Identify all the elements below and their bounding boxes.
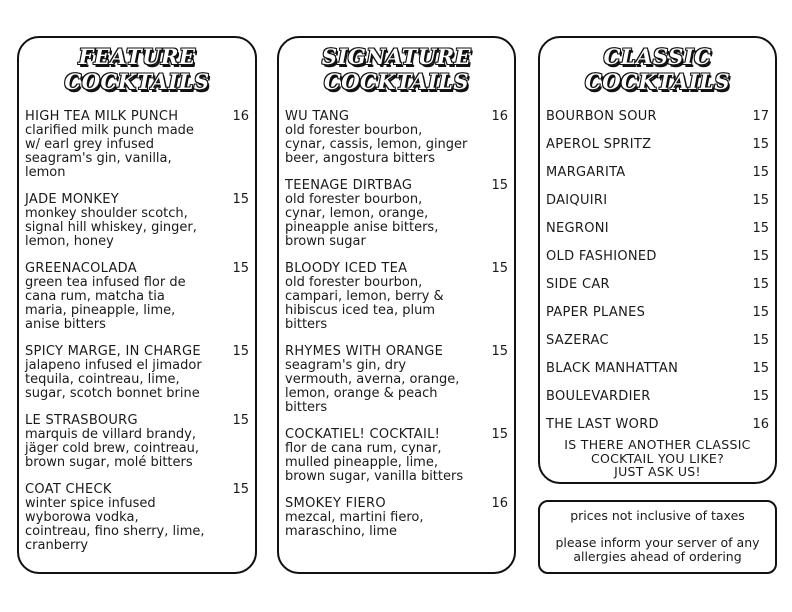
item-name: SIDE CAR — [546, 277, 610, 292]
allergy-note — [540, 536, 775, 564]
signature-cocktails-title — [279, 44, 514, 94]
note-line: COCKTAIL YOU LIKE? — [590, 450, 725, 466]
desc-line: clarified milk punch made — [25, 123, 194, 138]
menu-item — [285, 179, 508, 249]
menu-item — [546, 222, 769, 250]
desc-line: maria, pineapple, lime, — [25, 303, 176, 318]
menu-item — [285, 110, 508, 166]
desc-line: winter spice infused — [25, 496, 156, 511]
desc-line: tequila, cointreau, lime, — [25, 372, 180, 387]
desc-line: old forester bourbon, — [285, 123, 423, 138]
item-name: APEROL SPRITZ — [546, 137, 652, 152]
desc-line: beer, angostura bitters — [285, 151, 435, 166]
item-name: BLOODY ICED TEA — [285, 261, 408, 276]
item-price: 16 — [491, 496, 508, 511]
item-price: 15 — [491, 178, 508, 193]
desc-line: maraschino, lime — [285, 524, 398, 539]
desc-line: lemon — [25, 165, 66, 180]
item-name: SAZERAC — [546, 333, 609, 348]
item-price: 15 — [752, 137, 769, 152]
item-price: 15 — [752, 249, 769, 264]
item-price: 15 — [752, 165, 769, 180]
item-price: 15 — [752, 221, 769, 236]
desc-line: flor de cana rum, cynar, — [285, 441, 442, 456]
item-description — [25, 124, 249, 180]
desc-line: pineapple anise bitters, — [285, 220, 439, 235]
title-line-2: COCKTAILS — [64, 69, 210, 94]
desc-line: brown sugar — [285, 234, 366, 249]
item-price: 15 — [232, 482, 249, 497]
ask-us-note — [544, 438, 771, 479]
desc-line: lemon, orange & peach — [285, 386, 438, 401]
item-name: RHYMES WITH ORANGE — [285, 344, 444, 359]
desc-line: old forester bourbon, — [285, 192, 423, 207]
item-price: 15 — [752, 193, 769, 208]
item-name: PAPER PLANES — [546, 305, 646, 320]
menu-item — [25, 483, 249, 553]
item-name: SPICY MARGE, IN CHARGE — [25, 344, 201, 359]
menu-item — [25, 262, 249, 332]
item-price: 15 — [752, 361, 769, 376]
item-name: TEENAGE DIRTBAG — [285, 178, 413, 193]
desc-line: mulled pineapple, lime, — [285, 455, 438, 470]
item-price: 15 — [232, 261, 249, 276]
menu-item — [285, 497, 508, 539]
item-price: 16 — [752, 417, 769, 432]
item-name: COCKATIEL! COCKTAIL! — [285, 427, 441, 442]
classic-cocktails-title — [540, 44, 775, 94]
desc-line: marquis de villard brandy, — [25, 427, 197, 442]
item-name: THE LAST WORD — [546, 417, 659, 432]
title-line-2: COCKTAILS — [324, 69, 469, 94]
item-price: 15 — [232, 192, 249, 207]
item-name: COAT CHECK — [25, 482, 112, 497]
item-price: 15 — [232, 344, 249, 359]
menu-item — [546, 194, 769, 222]
item-description — [285, 193, 508, 249]
item-name: JADE MONKEY — [25, 192, 120, 207]
item-description — [25, 497, 249, 553]
item-price: 15 — [752, 389, 769, 404]
desc-line: jäger cold brew, cointreau, — [25, 441, 200, 456]
note-line: IS THERE ANOTHER CLASSIC — [564, 437, 751, 452]
item-name: MARGARITA — [546, 165, 626, 180]
item-description — [25, 359, 249, 401]
item-description — [25, 207, 249, 249]
desc-line: mezcal, martini fiero, — [285, 510, 424, 525]
item-price: 15 — [491, 427, 508, 442]
desc-line: anise bitters — [25, 317, 106, 332]
item-name: BOULEVARDIER — [546, 389, 651, 404]
item-description — [285, 442, 508, 484]
menu-item — [546, 250, 769, 278]
feature-cocktails-title — [19, 44, 255, 94]
title-line-2: COCKTAILS — [585, 69, 730, 94]
menu-item — [546, 334, 769, 362]
taxes-note: prices not inclusive of taxes — [570, 508, 745, 523]
menu-item — [285, 345, 508, 415]
item-name: SMOKEY FIERO — [285, 496, 386, 511]
desc-line: brown sugar, vanilla bitters — [285, 469, 464, 484]
desc-line: cynar, cassis, lemon, ginger — [285, 137, 468, 152]
menu-item — [25, 414, 249, 470]
desc-line: seagram's gin, vanilla, — [25, 151, 172, 166]
menu-item — [546, 138, 769, 166]
menu-item — [285, 262, 508, 332]
feature-cocktails-panel — [17, 36, 257, 574]
item-name: BOURBON SOUR — [546, 109, 657, 124]
menu-item — [25, 345, 249, 401]
desc-line: vermouth, averna, orange, — [285, 372, 460, 387]
desc-line: hibiscus iced tea, plum — [285, 303, 436, 318]
feature-cocktails-list — [25, 110, 249, 566]
desc-line: cointreau, fino sherry, lime, — [25, 524, 205, 539]
item-name: BLACK MANHATTAN — [546, 361, 679, 376]
item-name: GREENACOLADA — [25, 261, 137, 276]
menu-item — [546, 166, 769, 194]
menu-item — [285, 428, 508, 484]
item-price: 15 — [232, 413, 249, 428]
item-price: 16 — [232, 109, 249, 124]
desc-line: cynar, lemon, orange, — [285, 206, 429, 221]
notes-panel — [538, 500, 777, 574]
desc-line: brown sugar, molé bitters — [25, 455, 193, 470]
menu-item — [546, 362, 769, 390]
desc-line: bitters — [285, 317, 328, 332]
item-name: OLD FASHIONED — [546, 249, 657, 264]
desc-line: lemon, honey — [25, 234, 114, 249]
item-name: DAIQUIRI — [546, 193, 608, 208]
item-description — [285, 511, 508, 539]
desc-line: monkey shoulder scotch, — [25, 206, 188, 221]
desc-line: jalapeno infused el jimador — [25, 358, 202, 373]
item-description — [285, 359, 508, 415]
signature-cocktails-panel — [277, 36, 516, 574]
item-name: NEGRONI — [546, 221, 609, 236]
menu-item — [546, 278, 769, 306]
desc-line: green tea infused flor de — [25, 275, 186, 290]
menu-item — [546, 306, 769, 334]
desc-line: cranberry — [25, 538, 89, 553]
item-name: HIGH TEA MILK PUNCH — [25, 109, 179, 124]
item-description — [25, 276, 249, 332]
desc-line: cana rum, matcha tia — [25, 289, 165, 304]
desc-line: sugar, scotch bonnet brine — [25, 386, 200, 401]
title-line-1: FEATURE — [78, 44, 196, 69]
classic-cocktails-list — [546, 110, 769, 446]
menu-item — [25, 193, 249, 249]
item-name: WU TANG — [285, 109, 350, 124]
title-line-1: SIGNATURE — [321, 44, 472, 69]
note-line: JUST ASK US! — [614, 464, 701, 479]
desc-line: campari, lemon, berry & — [285, 289, 444, 304]
item-price: 15 — [752, 277, 769, 292]
item-description — [285, 124, 508, 166]
item-price: 17 — [752, 109, 769, 124]
allergy-line: please inform your server of any — [555, 535, 760, 550]
menu-item — [546, 390, 769, 418]
allergy-line: allergies ahead of ordering — [573, 549, 742, 564]
desc-line: seagram's gin, dry — [285, 358, 407, 373]
menu-item — [25, 110, 249, 180]
desc-line: wyborowa vodka, — [25, 510, 139, 525]
desc-line: old forester bourbon, — [285, 275, 423, 290]
item-name: LE STRASBOURG — [25, 413, 138, 428]
item-price: 15 — [491, 261, 508, 276]
title-line-1: CLASSIC — [603, 44, 712, 69]
item-price: 16 — [491, 109, 508, 124]
desc-line: bitters — [285, 400, 328, 415]
item-description — [285, 276, 508, 332]
classic-cocktails-panel — [538, 36, 777, 484]
desc-line: w/ earl grey infused — [25, 137, 155, 152]
item-price: 15 — [752, 305, 769, 320]
item-price: 15 — [752, 333, 769, 348]
item-description — [25, 428, 249, 470]
desc-line: signal hill whiskey, ginger, — [25, 220, 197, 235]
item-price: 15 — [491, 344, 508, 359]
menu-item — [546, 110, 769, 138]
signature-cocktails-list — [285, 110, 508, 552]
